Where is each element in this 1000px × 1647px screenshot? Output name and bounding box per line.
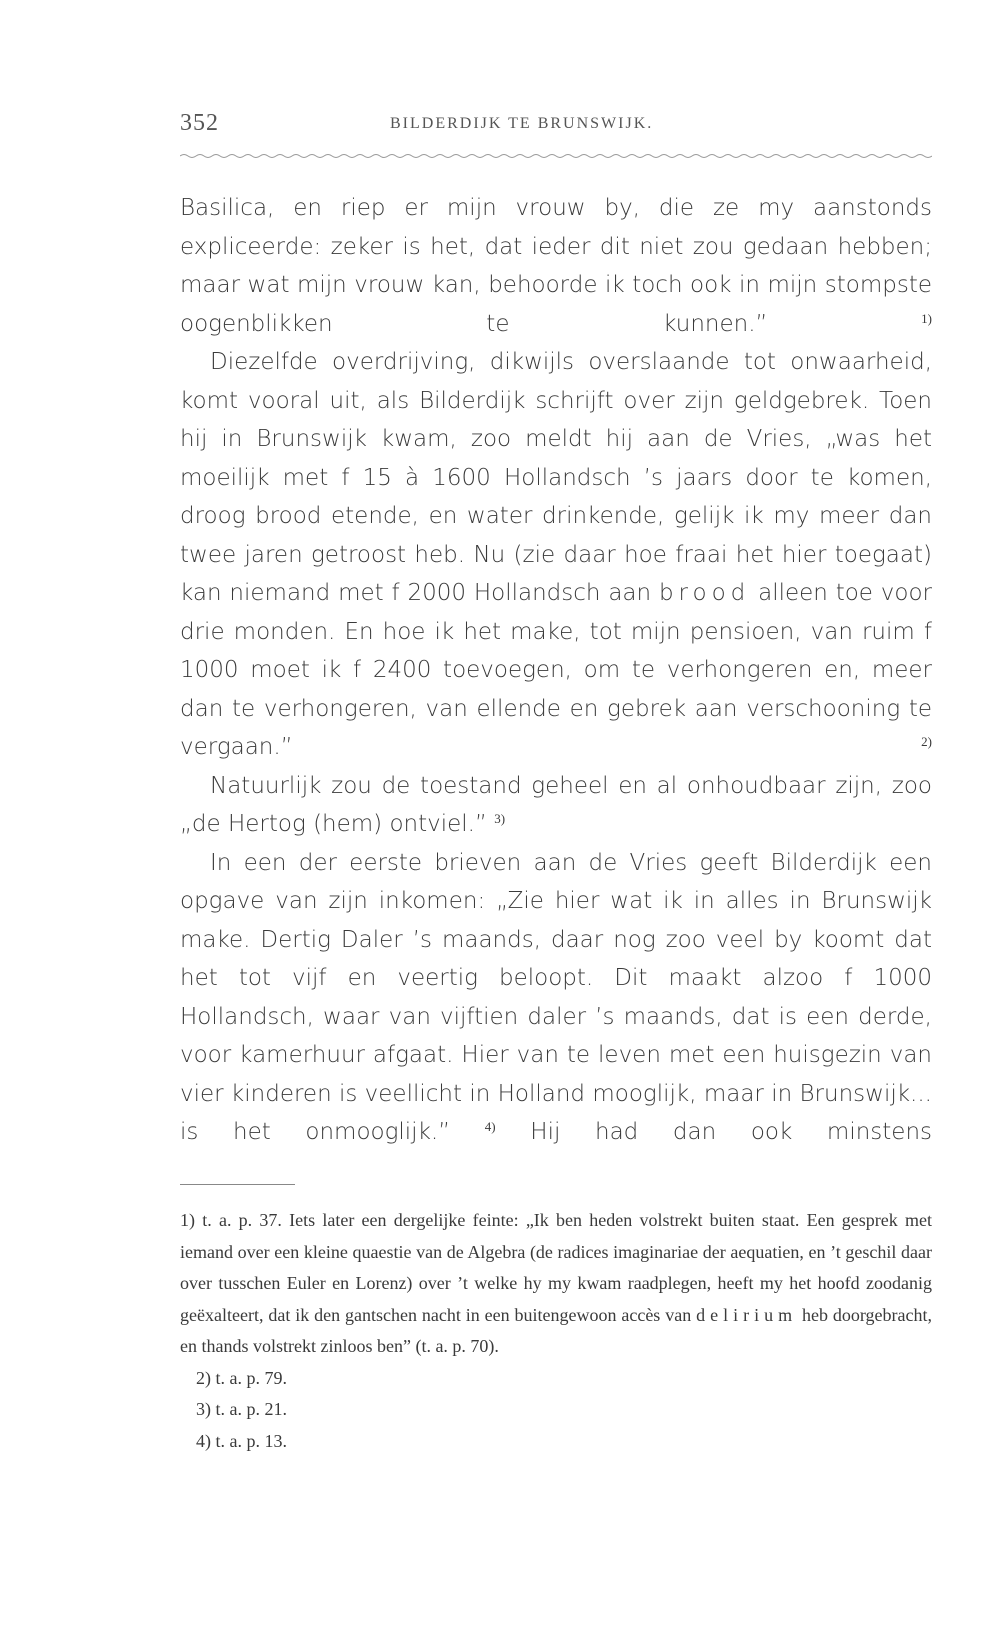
amount-1: f 15 à 1600 (341, 464, 491, 491)
paragraph-4 (180, 844, 932, 1152)
paragraph-1-text: Basilica, en riep er mijn vrouw by, die ze my aanstonds expliceerde: zeker is het, dat ieder dit niet zou gedaan hebben; maar wat mijn vrouw kan, behoorde ik toch ook in mijn stompste oogenblikken te kunnen.” (180, 195, 932, 337)
footnotes (180, 1205, 932, 1457)
amount-5: f 1000 (844, 965, 932, 991)
footnote-2: 2) t. a. p. 79. (196, 1367, 287, 1388)
paragraph-4-part-3: Hij had dan ook minstens (495, 1119, 933, 1145)
footnote-1-part-2: heb doorgebracht, en thands volstrekt zinloos ben” (t. a. p. 70). (180, 1304, 932, 1356)
footnote-1-part-1: t. a. p. 37. Iets later een dergelijke feinte: „Ik ben heden volstrekt buiten staat. Een gesprek met iemand over een kleine quaestie van de Algebra (de radices imaginariae der aequatien, en ’t geschil daar over tusschen Euler en Lorenz) over ’t welke hy my kwam raadplegen, heeft my het hoofd zoodanig geëxalteert, dat ik den gantschen nacht in een buitengewoon accès van (180, 1210, 933, 1325)
paragraph-1 (180, 189, 932, 343)
footnote-ref-3: 3) (494, 811, 506, 826)
footnote-ref-4: 4) (484, 1119, 496, 1134)
spaced-word-brood: brood (658, 580, 751, 606)
footnote-1 (180, 1205, 932, 1363)
amount-2: f 2000 (391, 580, 466, 606)
paragraph-3-text: Natuurlijk zou de toestand geheel en al onhoudbaar zijn, zoo „de Hertog (hem) ontviel.” (180, 772, 932, 837)
paragraph-4-part-2: Hollandsch, waar van vijftien daler ’s maands, dat is een derde, voor kamerhuur afgaat. Hier van te leven met een huisgezin van vier kinderen is veellicht in Holland mooglijk, maar in Brunswijk... is het onmooglijk.” (180, 1003, 932, 1145)
paragraph-2-part-2: Hollandsch ’s jaars door te komen, droog brood etende, en water drinkende, gelijk ik my meer dan twee jaren getroost heb. Nu (zie daar hoe fraai het hier toegaat) kan niemand met (180, 464, 932, 606)
running-title: BILDERDIJK TE BRUNSWIJK. (390, 115, 654, 132)
paragraph-2-part-4: alleen toe voor drie monden. En hoe ik het make, tot mijn pensioen, van ruim (180, 580, 933, 645)
paragraph-2 (180, 343, 932, 767)
footnote-4: 4) t. a. p. 13. (196, 1430, 287, 1451)
paragraph-2-part-3: Hollandsch aan (466, 580, 659, 606)
spaced-word-delirium: delirium (696, 1304, 798, 1325)
running-head (180, 110, 932, 138)
paragraph-2-part-6: toevoegen, om te verhongeren en, meer dan te verhongeren, van ellende en gebrek aan verschooning te vergaan.” (180, 657, 932, 760)
footnote-ref-2: 2) (921, 734, 932, 749)
paragraph-4-part-1: In een der eerste brieven aan de Vries geeft Bilderdijk een opgave van zijn inkomen: „Zie hier wat ik in alles in Brunswijk make. Dertig Daler ’s maands, daar nog zoo veel by koomt dat het tot vijf en veertig beloopt. Dit maakt alzoo (180, 849, 932, 991)
paragraph-2-part-1: Diezelfde overdrijving, dikwijls overslaande tot onwaarheid, komt vooral uit, als Bilderdijk schrijft over zijn geldgebrek. Toen hij in Brunswijk kwam, zoo meldt hij aan de Vries, „was het moeilijk met (180, 349, 932, 491)
amount-4: f 2400 (353, 657, 432, 683)
footnote-3: 3) t. a. p. 21. (196, 1399, 287, 1419)
paragraph-3 (180, 767, 932, 844)
footnote-ref-1: 1) (921, 310, 933, 326)
decorative-wavy-rule (180, 152, 932, 160)
footnote-divider (180, 1184, 295, 1185)
amount-3: f 1000 (180, 618, 932, 683)
paragraph-2-part-5: moet ik (238, 657, 354, 683)
footnote-1-label: 1) (180, 1210, 195, 1230)
page-number: 352 (180, 110, 219, 136)
body-text (180, 189, 932, 1152)
